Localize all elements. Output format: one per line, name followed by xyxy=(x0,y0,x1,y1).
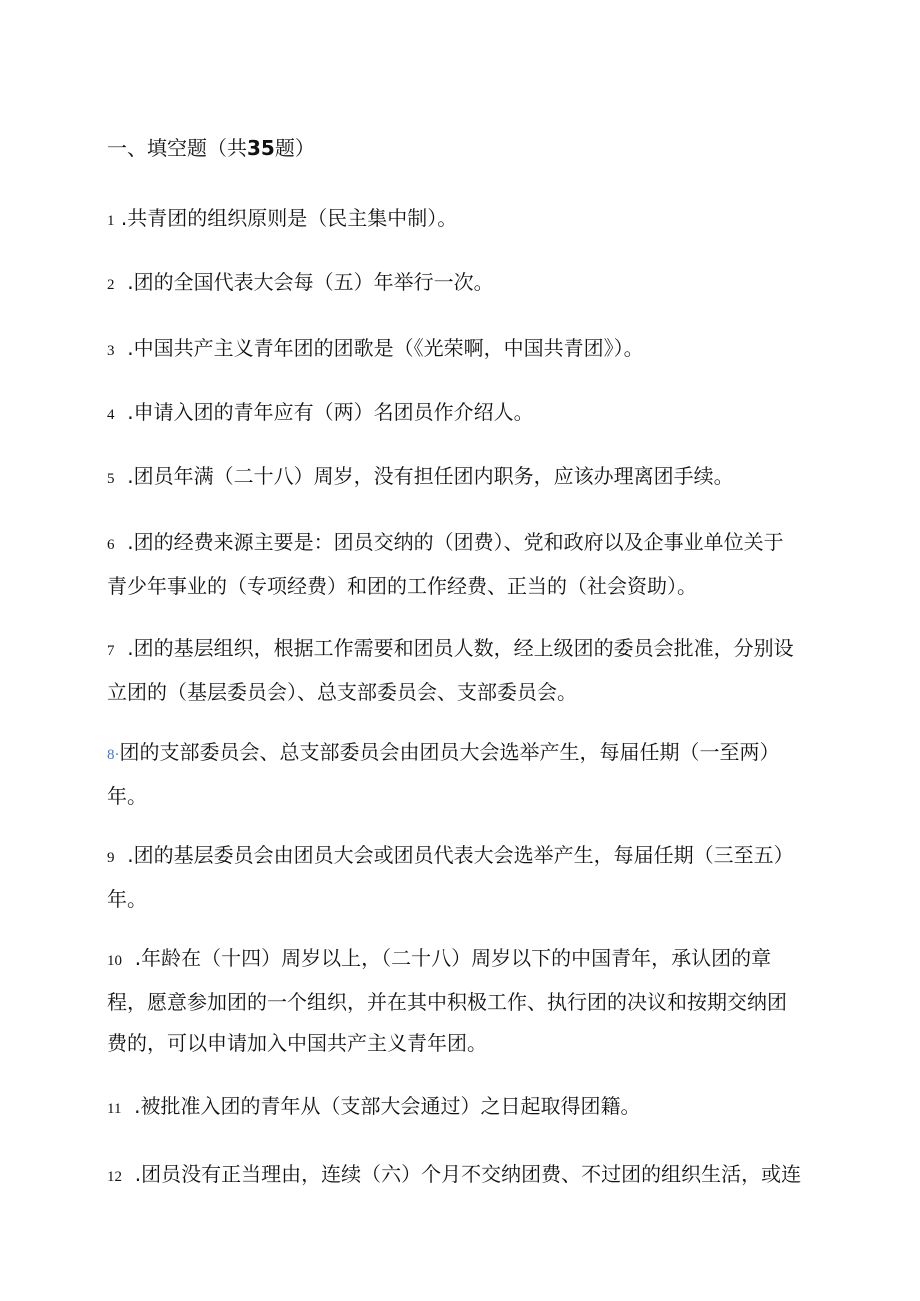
question-item xyxy=(107,392,807,436)
section-heading-suffix: 题） xyxy=(274,136,315,160)
question-text: .被批准入团的青年从（支部大会通过）之日起取得团籍。 xyxy=(134,1094,641,1118)
question-line: 立团的（基层委员会）、总支部委员会、支部委员会。 xyxy=(107,680,577,704)
question-line: 年。 xyxy=(107,887,147,911)
question-line: 年。 xyxy=(107,784,147,808)
question-line: 费的，可以申请加入中国共产主义青年团。 xyxy=(107,1031,487,1055)
question-text: .共青团的组织原则是（民主集中制）。 xyxy=(120,206,458,230)
question-line: 程，愿意参加团的一个组织，并在其中积极工作、执行团的决议和按期交纳团 xyxy=(107,990,787,1014)
question-item xyxy=(107,198,807,242)
question-line xyxy=(107,1086,807,1130)
question-line xyxy=(107,198,807,242)
question-number: 4 xyxy=(107,407,115,423)
question-item xyxy=(107,328,807,372)
question-line xyxy=(107,938,807,982)
question-text: .团的经费来源主要是：团员交纳的（团费）、党和政府以及企事业单位关于 xyxy=(127,530,784,554)
question-number: 5 xyxy=(107,471,115,487)
question-text: 团的支部委员会、总支部委员会由团员大会选举产生，每届任期（一至两） xyxy=(119,740,780,764)
question-line xyxy=(107,262,807,306)
question-text: .团的基层组织，根据工作需要和团员人数，经上级团的委员会批准，分别设 xyxy=(127,636,794,660)
question-line: 青少年事业的（专项经费）和团的工作经费、正当的（社会资助）。 xyxy=(107,574,697,598)
question-item xyxy=(107,522,807,607)
question-number: 10 xyxy=(107,953,122,969)
question-item xyxy=(107,1086,807,1130)
question-item xyxy=(107,262,807,306)
question-number: 6 xyxy=(107,537,115,553)
section-heading xyxy=(107,133,315,163)
question-item xyxy=(107,456,807,500)
question-item xyxy=(107,732,807,817)
section-heading-prefix: 一、填空题（共 xyxy=(107,136,247,160)
question-line xyxy=(107,522,807,566)
question-item xyxy=(107,628,807,713)
question-text: .团的基层委员会由团员大会或团员代表大会选举产生，每届任期（三至五） xyxy=(127,843,794,867)
question-number: 11 xyxy=(107,1101,122,1117)
question-text: .团员年满（二十八）周岁，没有担任团内职务，应该办理离团手续。 xyxy=(127,464,734,488)
question-number: 12 xyxy=(107,1169,122,1185)
question-number: 7 xyxy=(107,643,115,659)
question-line xyxy=(107,835,807,879)
question-line xyxy=(107,1154,807,1198)
question-number: 1 xyxy=(107,213,115,229)
question-line xyxy=(107,328,807,372)
question-text: .中国共产主义青年团的团歌是（《光荣啊，中国共青团》）。 xyxy=(127,336,644,360)
question-item xyxy=(107,1154,807,1198)
question-number: 9 xyxy=(107,850,115,866)
question-line xyxy=(107,732,807,776)
question-count: 35 xyxy=(247,136,275,160)
question-text: .申请入团的青年应有（两）名团员作介绍人。 xyxy=(127,400,534,424)
question-text: .年龄在（十四）周岁以上，（二十八）周岁以下的中国青年，承认团的章 xyxy=(134,946,772,970)
question-number: 3 xyxy=(107,343,115,359)
question-number: 8· xyxy=(107,747,120,763)
question-number: 2 xyxy=(107,277,115,293)
question-text: .团员没有正当理由，连续（六）个月不交纳团费、不过团的组织生活，或连 xyxy=(134,1162,802,1186)
question-line xyxy=(107,392,807,436)
question-item xyxy=(107,938,807,1064)
question-item xyxy=(107,835,807,920)
question-line xyxy=(107,628,807,672)
question-text: .团的全国代表大会每（五）年举行一次。 xyxy=(127,270,494,294)
question-line xyxy=(107,456,807,500)
